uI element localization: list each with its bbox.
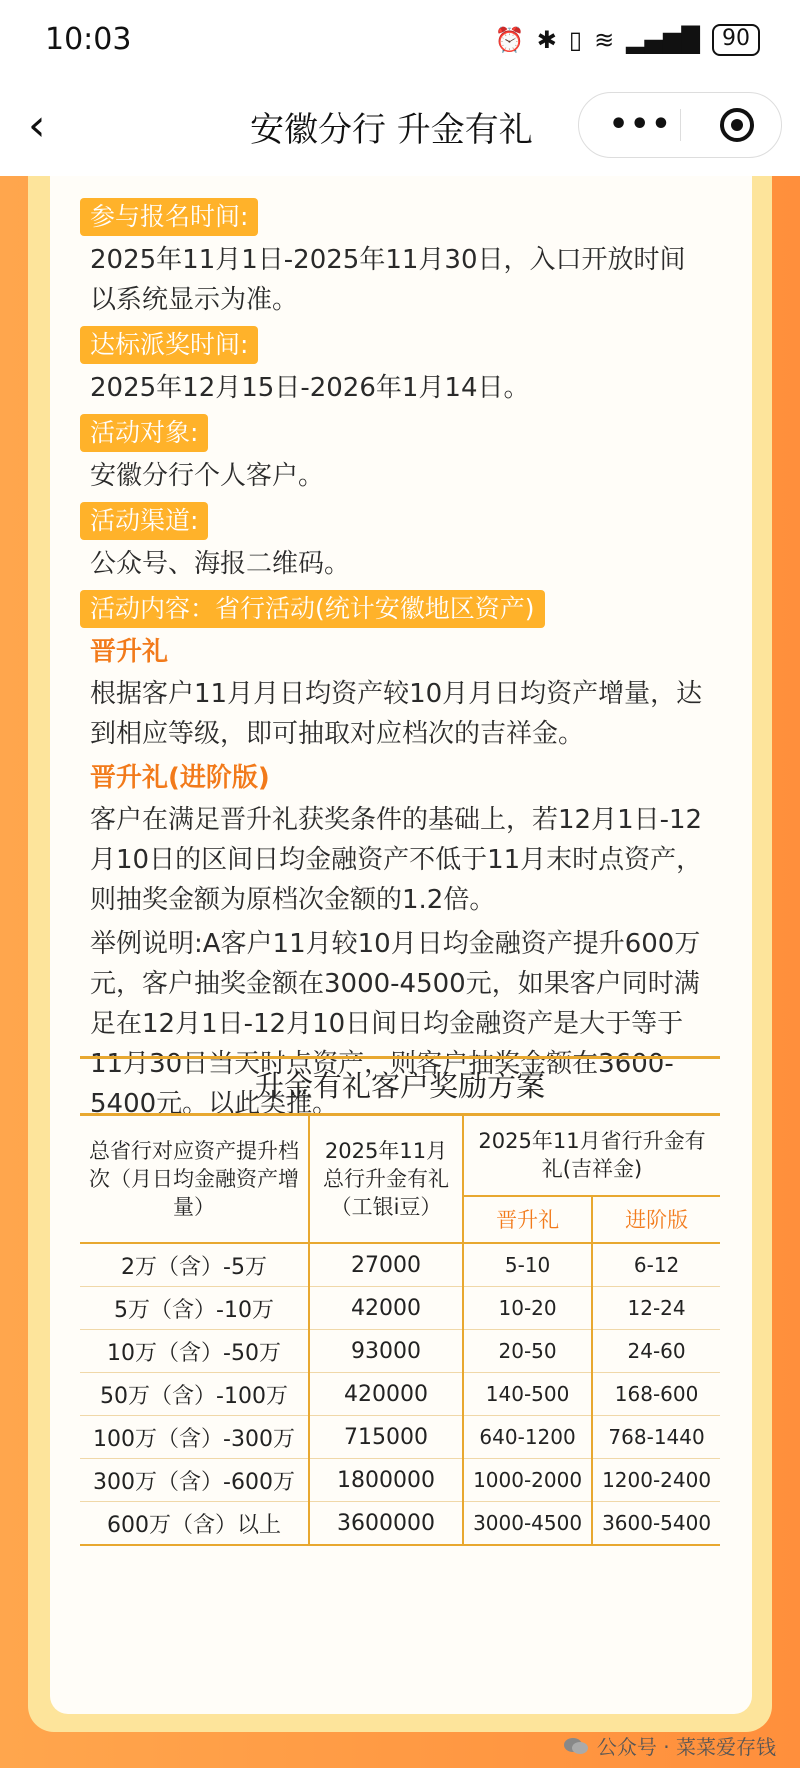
promo-text: 根据客户11月月日均资产较10月月日均资产增量，达到相应等级，即可抽取对应档次的吉祥金。	[90, 679, 703, 749]
advanced-cell: 3600-5400	[592, 1502, 720, 1546]
table-row	[80, 1243, 720, 1287]
promo-title: 晋升礼	[90, 637, 169, 667]
tier-cell: 100万（含）-300万	[80, 1416, 309, 1459]
advanced-cell: 168-600	[592, 1373, 720, 1416]
head-office-cell: 3600000	[309, 1502, 463, 1546]
advanced-cell: 24-60	[592, 1330, 720, 1373]
card-frame	[28, 176, 772, 1732]
table-row	[80, 1287, 720, 1330]
rules-content	[80, 198, 720, 1128]
award-time-tag: 达标派奖时间:	[80, 326, 258, 364]
head-office-cell: 420000	[309, 1373, 463, 1416]
channel-text: 公众号、海报二维码。	[90, 549, 351, 579]
capsule-divider	[680, 109, 681, 141]
target-text: 安徽分行个人客户。	[90, 461, 325, 491]
table-row	[80, 1502, 720, 1546]
watermark-text: 公众号 · 菜菜爱存钱	[596, 1735, 776, 1759]
table-row	[80, 1373, 720, 1416]
tier-cell: 600万（含）以上	[80, 1502, 309, 1546]
advanced-text: 客户在满足晋升礼获奖条件的基础上，若12月1日-12月10日的区间日均金融资产不低于11月末时点资产，则抽奖金额为原档次金额的1.2倍。	[90, 805, 703, 915]
tier-cell: 300万（含）-600万	[80, 1459, 309, 1502]
promo-cell: 20-50	[463, 1330, 592, 1373]
signup-time-text: 2025年11月1日-2025年11月30日，入口开放时间以系统显示为准。	[90, 245, 686, 315]
mini-program-capsule	[578, 92, 782, 158]
promo-cell: 5-10	[463, 1243, 592, 1287]
table-row	[80, 1459, 720, 1502]
status-bar	[0, 0, 800, 80]
content-tag: 活动内容：省行活动(统计安徽地区资产)	[80, 590, 545, 628]
advanced-cell: 6-12	[592, 1243, 720, 1287]
promo-cell: 140-500	[463, 1373, 592, 1416]
head-office-cell: 27000	[309, 1243, 463, 1287]
header-tier: 总省行对应资产提升档次（月日均金融资产增量）	[80, 1116, 309, 1243]
watermark	[563, 1731, 776, 1760]
advanced-cell: 1200-2400	[592, 1459, 720, 1502]
back-icon[interactable]: ‹	[28, 100, 46, 151]
target-tag: 活动对象:	[80, 414, 208, 452]
table-title: 升金有礼客户奖励方案	[80, 1056, 720, 1116]
close-target-icon[interactable]	[719, 107, 755, 143]
header-advanced: 进阶版	[592, 1196, 720, 1243]
rules-card	[50, 176, 752, 1714]
header-promo: 晋升礼	[463, 1196, 592, 1243]
bluetooth-icon: ✱	[536, 26, 557, 54]
channel-tag: 活动渠道:	[80, 502, 208, 540]
promo-cell: 3000-4500	[463, 1502, 592, 1546]
reward-table-grid	[80, 1116, 720, 1546]
alarm-icon: ⏰	[494, 26, 525, 54]
header-province: 2025年11月省行升金有礼(吉祥金)	[463, 1116, 720, 1196]
advanced-example: 举例说明:A客户11月较10月日均金融资产提升600万元，客户抽奖金额在3000-4500元，如果客户同时满足在12月1日-12月10日间日均金融资产是大于等于11月30日当天时点资产，则客户抽奖金额在3600-5400元。以此类推。	[90, 929, 701, 1119]
nav-bar	[0, 80, 800, 176]
signal-icon: ▂▄▆█	[626, 26, 700, 54]
tier-cell: 10万（含）-50万	[80, 1330, 309, 1373]
header-head-office: 2025年11月总行升金有礼（工银i豆）	[309, 1116, 463, 1243]
wifi-icon: ≋	[594, 26, 615, 54]
status-time: 10:03	[45, 22, 132, 57]
head-office-cell: 715000	[309, 1416, 463, 1459]
signup-time-tag: 参与报名时间:	[80, 198, 258, 236]
advanced-cell: 768-1440	[592, 1416, 720, 1459]
head-office-cell: 1800000	[309, 1459, 463, 1502]
vibrate-icon: ▯	[568, 26, 583, 54]
promo-cell: 640-1200	[463, 1416, 592, 1459]
promo-cell: 1000-2000	[463, 1459, 592, 1502]
head-office-cell: 42000	[309, 1287, 463, 1330]
battery-indicator: 90	[712, 24, 760, 56]
advanced-title: 晋升礼(进阶版)	[90, 763, 270, 793]
status-icons	[495, 24, 760, 56]
tier-cell: 50万（含）-100万	[80, 1373, 309, 1416]
tier-cell: 5万（含）-10万	[80, 1287, 309, 1330]
page-title: 安徽分行 升金有礼	[250, 110, 533, 150]
page-background	[0, 176, 800, 1768]
head-office-cell: 93000	[309, 1330, 463, 1373]
promo-cell: 10-20	[463, 1287, 592, 1330]
tier-cell: 2万（含）-5万	[80, 1243, 309, 1287]
reward-table	[80, 1056, 720, 1546]
more-icon[interactable]: •••	[609, 107, 673, 142]
wechat-icon	[563, 1736, 589, 1756]
advanced-cell: 12-24	[592, 1287, 720, 1330]
award-time-text: 2025年12月15日-2026年1月14日。	[90, 373, 530, 403]
table-row	[80, 1416, 720, 1459]
table-row	[80, 1330, 720, 1373]
